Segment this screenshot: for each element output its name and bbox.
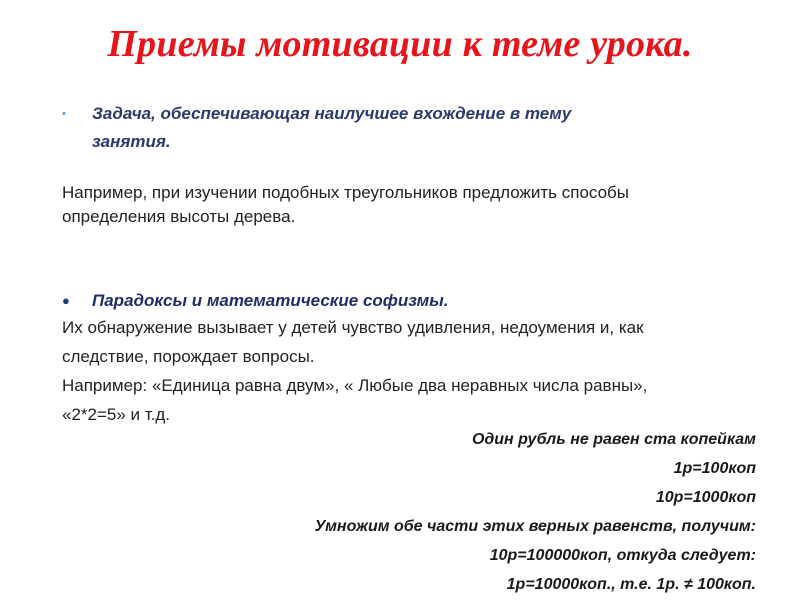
example-paragraph: [62, 181, 762, 229]
equation-line: Умножим обе части этих верных равенств, получим:: [314, 518, 756, 535]
bullet-task-line1: Задача, обеспечивающая наилучшее вхождение в тему: [92, 104, 572, 123]
paradox-line3: Например: «Единица равна двум», « Любые два неравных числа равны»,: [62, 376, 648, 395]
equation-line: 10р=1000коп: [655, 489, 756, 506]
bullet-dot-icon: ●: [62, 293, 70, 308]
example-line2: определения высоты дерева.: [62, 207, 296, 226]
paradox-line2: следствие, порождает вопросы.: [62, 347, 315, 366]
paradox-line1: Их обнаружение вызывает у детей чувство удивления, недоумения и, как: [62, 318, 644, 337]
bullet-item-paradoxes: [62, 287, 448, 315]
equation-line: Один рубль не равен ста копейкам: [471, 431, 756, 448]
equation-line: 10р=100000коп, откуда следует:: [489, 547, 756, 564]
equation-line: 1р=100коп: [673, 460, 756, 477]
slide-title: Приемы мотивации к теме урока.: [107, 23, 693, 65]
bullet-item-task: [62, 100, 571, 156]
paradox-line4: «2*2=5» и т.д.: [62, 405, 171, 424]
bullet-paradoxes-text: Парадоксы и математические софизмы.: [92, 291, 449, 310]
example-line1: Например, при изучении подобных треугольников предложить способы: [62, 183, 629, 202]
equation-line: 1р=10000коп., т.е. 1р. ≠ 100коп.: [506, 576, 756, 593]
bullet-task-line2: занятия.: [92, 132, 171, 151]
sophism-equations: [315, 425, 756, 599]
paradox-paragraph: [62, 313, 782, 429]
bullet-dot-icon: •: [62, 108, 66, 120]
